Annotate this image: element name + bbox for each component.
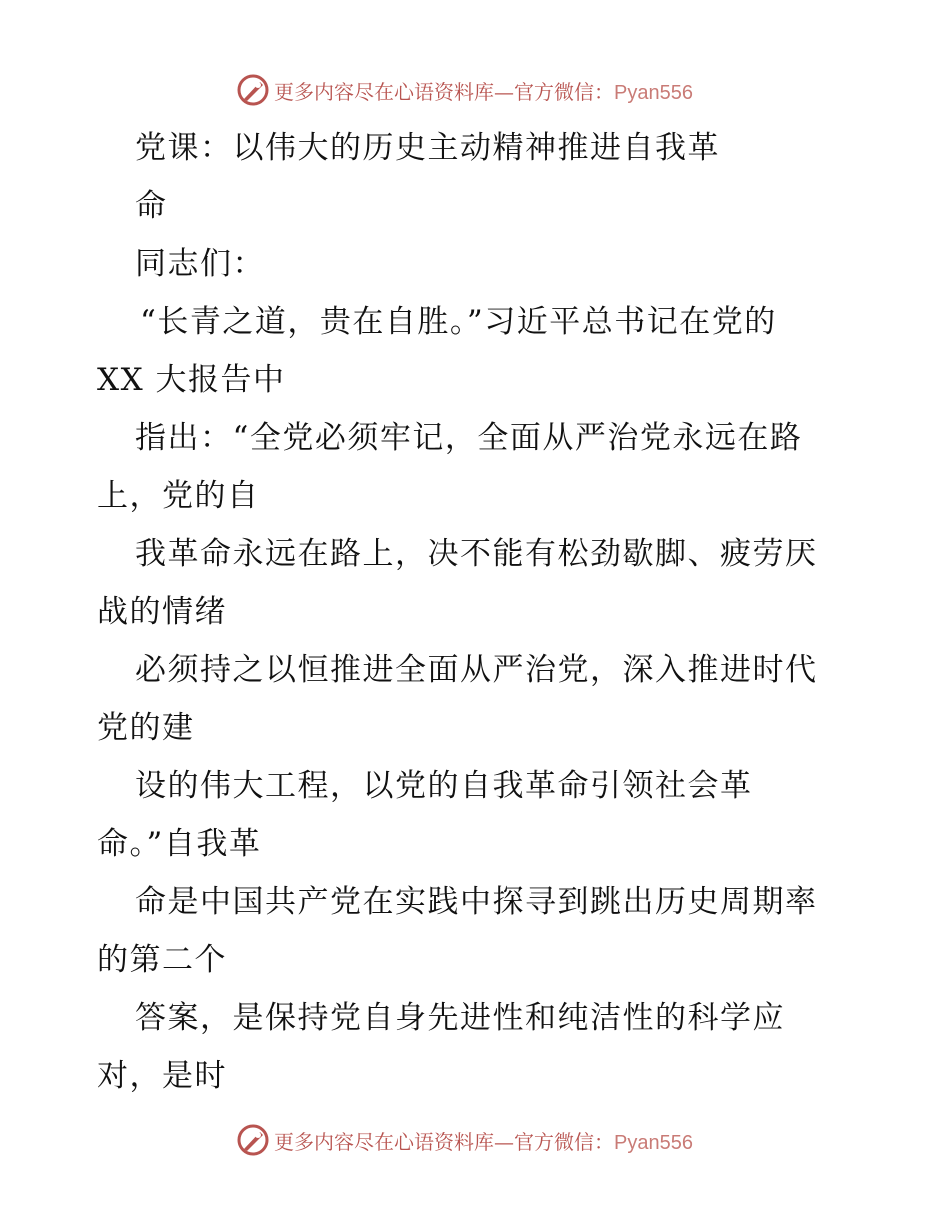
- header-banner-account: Pyan556: [614, 81, 693, 104]
- doc-title-line-2: 命: [135, 188, 168, 224]
- footer-banner-text: [274, 1126, 693, 1155]
- body-line: 命。”自我革: [97, 826, 262, 862]
- body-line: 对，是时: [97, 1058, 227, 1094]
- doc-title-line-1: 党课：以伟大的历史主动精神推进自我革: [135, 130, 720, 166]
- salutation-line: 同志们：: [135, 246, 265, 282]
- body-line: 我革命永远在路上，决不能有松劲歇脚、疲劳厌: [135, 536, 818, 572]
- body-line: 党的建: [97, 710, 195, 746]
- body-line: 指出：“全党必须牢记，全面从严治党永远在路: [135, 420, 803, 456]
- pen-logo-icon: [236, 73, 270, 107]
- body-line: 的第二个: [97, 942, 227, 978]
- header-banner: [236, 72, 693, 108]
- footer-banner: [236, 1122, 693, 1158]
- footer-banner-account: Pyan556: [614, 1131, 693, 1154]
- body-line: 必须持之以恒推进全面从严治党，深入推进时代: [135, 652, 818, 688]
- body-line: XX 大报告中: [97, 362, 286, 398]
- pen-logo-icon: [236, 1123, 270, 1157]
- body-line: 战的情绪: [97, 594, 227, 630]
- header-banner-text: [274, 76, 693, 105]
- body-line: 设的伟大工程，以党的自我革命引领社会革: [135, 768, 753, 804]
- body-line: 上，党的自: [97, 478, 260, 514]
- footer-banner-label: 更多内容尽在心语资料库—官方微信：: [274, 1129, 614, 1154]
- body-line: “长青之道，贵在自胜。”习近平总书记在党的: [140, 304, 777, 340]
- body-line: 命是中国共产党在实践中探寻到跳出历史周期率: [135, 884, 818, 920]
- header-banner-label: 更多内容尽在心语资料库—官方微信：: [274, 79, 614, 104]
- body-line: 答案，是保持党自身先进性和纯洁性的科学应: [135, 1000, 785, 1036]
